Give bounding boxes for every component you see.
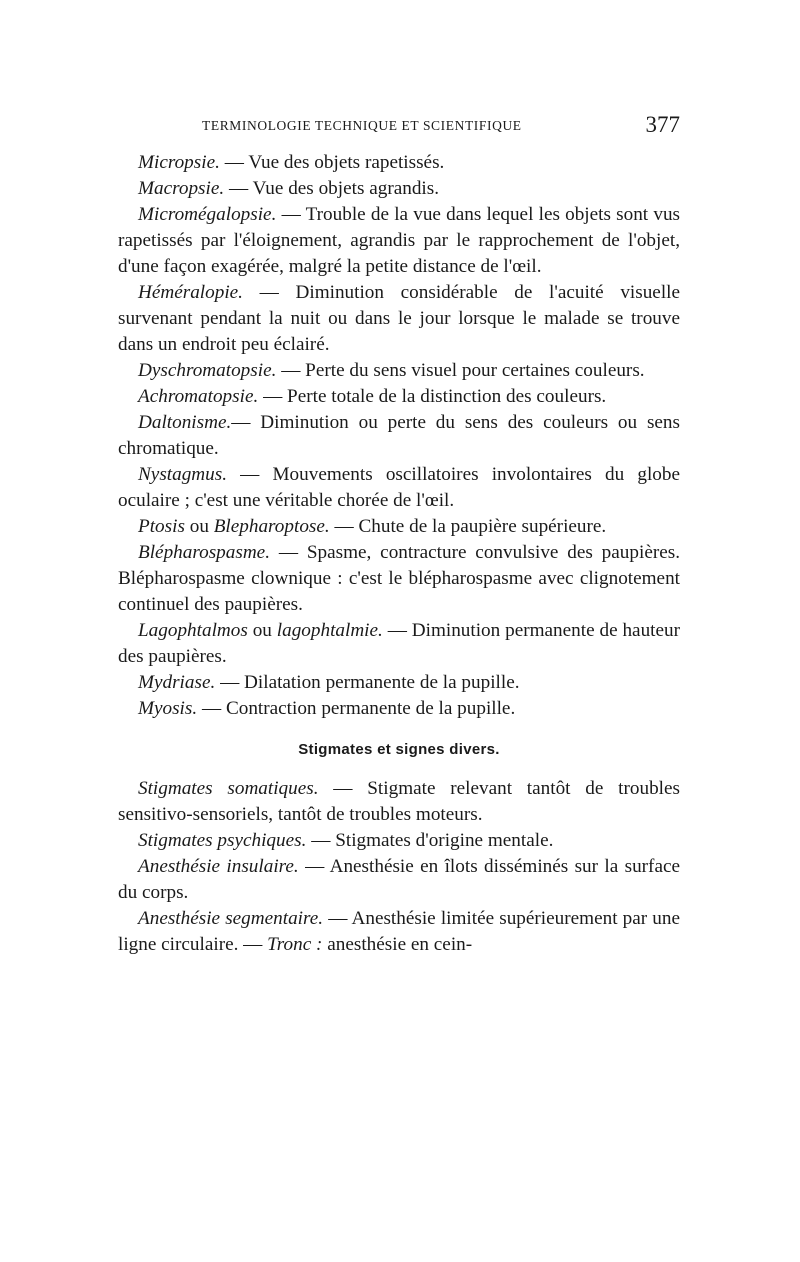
entry-stigmates-psychiques — [118, 828, 680, 854]
term: Daltonisme. — [138, 412, 232, 433]
definition: — Spasme, contracture convulsive des paupières. Blépharospasme clownique : c'est le blépharospasme avec clignotement continuel des paupières. — [118, 542, 680, 615]
entry-macropsie — [118, 176, 680, 202]
running-head: TERMINOLOGIE TECHNIQUE ET SCIENTIFIQUE — [202, 118, 522, 133]
term: Stigmates psychiques. — [138, 830, 307, 851]
term: Blépharospasme. — [138, 542, 270, 563]
definition: — Anesthésie en îlots disséminés sur la surface du corps. — [118, 856, 680, 903]
section-heading: Stigmates et signes divers. — [298, 741, 500, 758]
entry-dyschromatopsie — [118, 358, 680, 384]
definition-tail: anesthésie en cein- — [322, 934, 473, 955]
entry-achromatopsie — [118, 384, 680, 410]
term: Nystagmus. — [138, 464, 228, 485]
entry-mydriase — [118, 670, 680, 696]
definition: — Diminution considérable de l'acuité visuelle survenant pendant la nuit ou dans le jour lorsque le malade se trouve dans un endroit peu éclairé. — [118, 282, 680, 355]
definition: — Diminution ou perte du sens des couleurs ou sens chromatique. — [118, 412, 680, 459]
entry-hemeralopie — [118, 280, 680, 358]
term: Achromatopsie. — [138, 386, 259, 407]
term: Micropsie. — [138, 152, 220, 173]
definition: — Stigmates d'origine mentale. — [306, 830, 554, 851]
entry-micropsie — [118, 150, 680, 176]
definition: — Perte totale de la distinction des couleurs. — [258, 386, 607, 407]
term-alt: Tronc : — [267, 934, 323, 955]
term: Mydriase. — [138, 672, 216, 693]
term: Lagophtalmos — [138, 620, 248, 641]
term: Macropsie. — [138, 178, 225, 199]
page-header — [118, 112, 680, 142]
term: Anesthésie segmentaire. — [138, 908, 324, 929]
entry-lagophtalmos — [118, 618, 680, 670]
definition: — Chute de la paupière supérieure. — [329, 516, 607, 537]
definition: — Stigmate relevant tantôt de troubles sensitivo-sensoriels, tantôt de troubles moteurs. — [118, 778, 680, 825]
connector: ou — [184, 516, 214, 537]
entry-nystagmus — [118, 462, 680, 514]
term: Héméralopie. — [138, 282, 243, 303]
entry-anesthesie-insulaire — [118, 854, 680, 906]
definition: — Anesthésie limitée supérieurement par une ligne circulaire. — — [118, 908, 681, 955]
connector: ou — [247, 620, 277, 641]
entry-myosis — [118, 696, 680, 722]
page-number: 377 — [645, 112, 680, 137]
body-text — [118, 150, 680, 958]
definition: — Trouble de la vue dans lequel les objets sont vus rapetissés par l'éloignement, agrandis par le rapprochement de l'objet, d'une façon exagérée, malgré la petite distance de l'œil. — [118, 204, 680, 277]
definition: — Vue des objets agrandis. — [224, 178, 440, 199]
term: Micromégalopsie. — [138, 204, 277, 225]
definition: — Diminution permanente de hauteur des paupières. — [118, 620, 680, 667]
term-alt: Blepharoptose. — [213, 516, 330, 537]
entry-micromegalopsie — [118, 202, 680, 280]
term-alt: lagophtalmie. — [276, 620, 383, 641]
entry-ptosis — [118, 514, 680, 540]
term: Ptosis — [138, 516, 185, 537]
term: Anesthésie insulaire. — [138, 856, 299, 877]
entry-blepharospasme — [118, 540, 680, 618]
entry-daltonisme — [118, 410, 680, 462]
definition: — Contraction permanente de la pupille. — [197, 698, 516, 719]
definition: — Perte du sens visuel pour certaines couleurs. — [276, 360, 645, 381]
term: Myosis. — [138, 698, 198, 719]
term: Stigmates somatiques. — [138, 778, 319, 799]
entry-stigmates-somatiques — [118, 776, 680, 828]
definition: — Dilatation permanente de la pupille. — [215, 672, 520, 693]
definition: — Vue des objets rapetissés. — [219, 152, 445, 173]
term: Dyschromatopsie. — [138, 360, 277, 381]
entry-anesthesie-segmentaire — [118, 906, 680, 958]
definition: — Mouvements oscillatoires involontaires du globe oculaire ; c'est une véritable chorée de l'œil. — [118, 464, 680, 511]
